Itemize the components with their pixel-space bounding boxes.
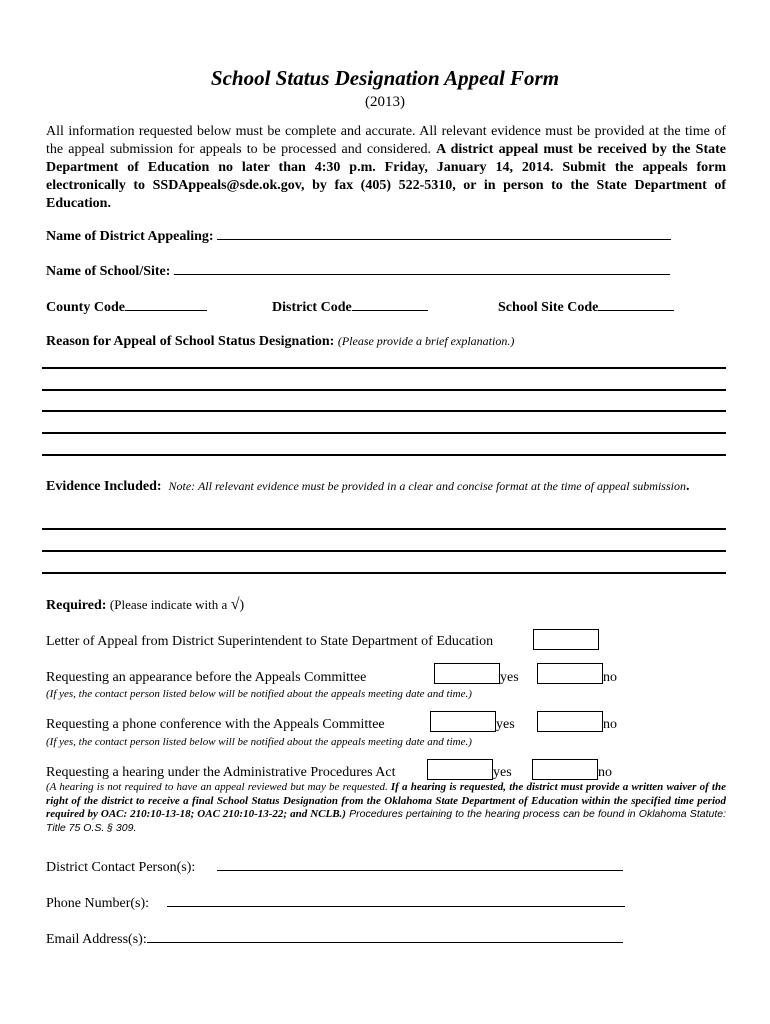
district-name-row — [46, 227, 671, 245]
contact-person-row — [46, 858, 623, 876]
letter-label: Letter of Appeal from District Superintendent to State Department of Education — [46, 634, 494, 649]
reason-line-1[interactable] — [42, 367, 726, 369]
appearance-yes-box[interactable] — [434, 663, 500, 684]
contact-person-field[interactable] — [217, 858, 623, 871]
hearing-yes-label: yes — [493, 765, 512, 780]
county-code-field[interactable] — [125, 298, 207, 311]
phone-yes-box[interactable] — [430, 711, 496, 732]
school-name-label: Name of School/Site: — [46, 264, 171, 279]
county-code-label: County Code — [46, 300, 125, 315]
phone-number-row — [46, 894, 625, 912]
hearing-yes-box[interactable] — [427, 759, 493, 780]
reason-line-4[interactable] — [42, 432, 726, 434]
school-name-field[interactable] — [174, 262, 670, 275]
hearing-note-part1: (A hearing is not required to have an appeal reviewed but may be requested. — [46, 781, 391, 793]
site-code-row — [498, 298, 674, 316]
district-code-label: District Code — [272, 300, 352, 315]
evidence-line-2[interactable] — [42, 550, 726, 552]
district-name-field[interactable] — [217, 227, 671, 240]
form-year: (2013) — [365, 94, 405, 110]
instructions-text: All information requested below must be complete and accurate. All relevant evidence must be provided at the time of the appeal submission for appeals to be processed and considered. — [46, 124, 726, 157]
district-code-field[interactable] — [352, 298, 428, 311]
reason-heading — [46, 334, 514, 350]
required-note: (Please indicate with a — [109, 597, 228, 612]
appearance-label: Requesting an appearance before the Appeals Committee — [46, 670, 367, 685]
required-heading — [46, 596, 244, 614]
reason-line-5[interactable] — [42, 454, 726, 456]
phone-no-label: no — [603, 717, 617, 732]
hearing-note-statute: Procedures pertaining to the hearing process can be found in Oklahoma Statute: Title 75 O.S. § 309. — [46, 808, 727, 834]
reason-line-3[interactable] — [42, 410, 726, 412]
evidence-note: Note: All relevant evidence must be provided in a clear and concise format at the time of appeal submission — [168, 479, 686, 493]
site-code-field[interactable] — [598, 298, 674, 311]
email-row — [46, 930, 623, 948]
phone-number-label: Phone Number(s): — [46, 896, 150, 911]
checkmark-icon: √ — [230, 596, 240, 613]
hearing-note-waiver: If a hearing is requested, the district must provide a written waiver of the right of the district to receive a final School Status Designation from the Oklahoma State Department of Education within the specified time period required by OAC: 210:10-13-18; OAC 210:10-13-22; and NCLB.) — [46, 781, 726, 820]
appearance-no-box[interactable] — [537, 663, 603, 684]
site-code-label: School Site Code — [498, 300, 599, 315]
reason-note: (Please provide a brief explanation.) — [337, 334, 515, 348]
reason-label: Reason for Appeal of School Status Designation: — [46, 334, 335, 349]
school-name-row — [46, 262, 670, 280]
hearing-note — [46, 781, 726, 835]
evidence-period: . — [685, 479, 690, 494]
instructions-deadline: A district appeal must be received by the State Department of Education no later than 4:30 p.m. Friday, January 14, 2014. Submit the appeals form electronically to SSDAppeals@sde.ok.gov, by fax (405) 522-5310, or in person to the State Department of Education. — [46, 142, 726, 211]
form-title: School Status Designation Appeal Form — [210, 66, 560, 90]
county-code-row — [46, 298, 207, 316]
instructions-paragraph — [46, 123, 726, 213]
phone-yes-label: yes — [496, 717, 515, 732]
evidence-line-1[interactable] — [42, 528, 726, 530]
phone-note: (If yes, the contact person listed below will be notified about the appeals meeting date and time.) — [46, 736, 472, 748]
district-code-row — [272, 298, 428, 316]
phone-no-box[interactable] — [537, 711, 603, 732]
phone-conference-label: Requesting a phone conference with the Appeals Committee — [46, 717, 385, 732]
evidence-heading — [46, 477, 726, 496]
evidence-label: Evidence Included: — [46, 479, 162, 494]
appearance-note: (If yes, the contact person listed below will be notified about the appeals meeting date and time.) — [46, 688, 472, 700]
district-name-label: Name of District Appealing: — [46, 229, 214, 244]
reason-line-2[interactable] — [42, 389, 726, 391]
appearance-no-label: no — [603, 670, 617, 685]
phone-number-field[interactable] — [167, 894, 625, 907]
email-label: Email Address(s): — [46, 932, 147, 947]
letter-checkbox[interactable] — [533, 629, 599, 650]
evidence-line-3[interactable] — [42, 572, 726, 574]
appearance-yes-label: yes — [500, 670, 519, 685]
contact-person-label: District Contact Person(s): — [46, 860, 196, 875]
hearing-no-box[interactable] — [532, 759, 598, 780]
email-field[interactable] — [147, 930, 623, 943]
hearing-label: Requesting a hearing under the Administrative Procedures Act — [46, 765, 396, 780]
required-close: ) — [239, 598, 245, 613]
hearing-no-label: no — [598, 765, 612, 780]
required-label: Required: — [46, 598, 107, 613]
